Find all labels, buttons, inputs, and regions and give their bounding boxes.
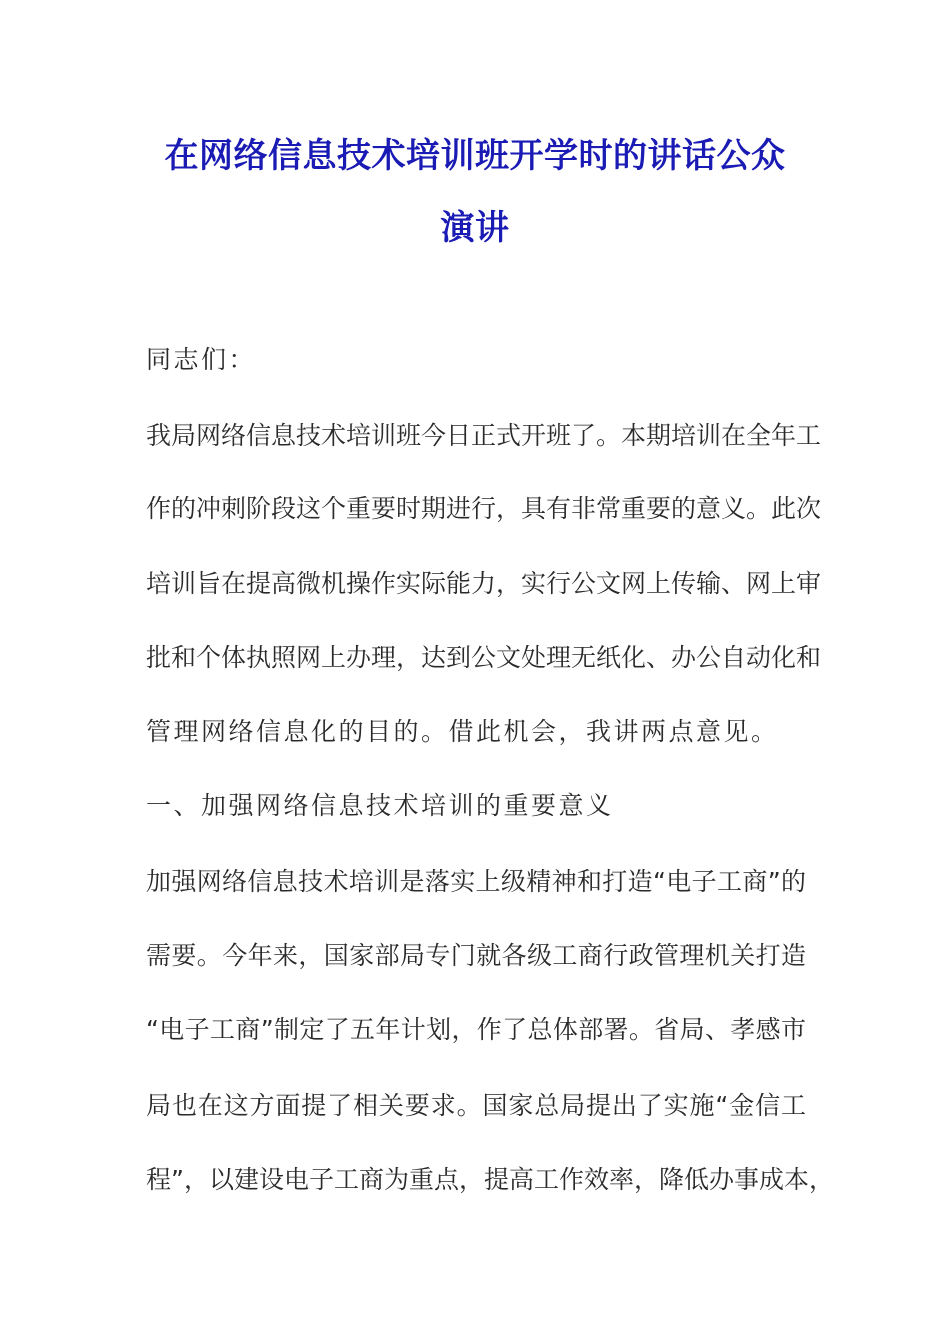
document-title-line-2: 演讲 — [440, 208, 510, 248]
paragraph-line: 培训旨在提高微机操作实际能力，实行公文网上传输、网上审 — [146, 569, 822, 598]
paragraph-line: 加强网络信息技术培训是落实上级精神和打造“电子工商”的 — [146, 867, 806, 896]
paragraph-line: 管理网络信息化的目的。借此机会，我讲两点意见。 — [146, 717, 779, 746]
paragraph-line: 我局网络信息技术培训班今日正式开班了。本期培训在全年工 — [146, 421, 822, 450]
paragraph-line: 程”，以建设电子工商为重点，提高工作效率，降低办事成本， — [146, 1165, 834, 1194]
document-title-line-1: 在网络信息技术培训班开学时的讲话公众 — [164, 136, 786, 176]
paragraph-line: 局也在这方面提了相关要求。国家总局提出了实施“金信工 — [146, 1091, 806, 1120]
paragraph-line: 需要。今年来，国家部局专门就各级工商行政管理机关打造 — [146, 941, 806, 970]
paragraph-line: 作的冲刺阶段这个重要时期进行，具有非常重要的意义。此次 — [146, 494, 822, 523]
paragraph-line: “电子工商”制定了五年计划，作了总体部署。省局、孝感市 — [146, 1015, 806, 1044]
greeting: 同志们： — [146, 345, 257, 374]
section-heading: 一、加强网络信息技术培训的重要意义 — [146, 791, 614, 820]
paragraph-line: 批和个体执照网上办理，达到公文处理无纸化、办公自动化和 — [146, 643, 822, 672]
